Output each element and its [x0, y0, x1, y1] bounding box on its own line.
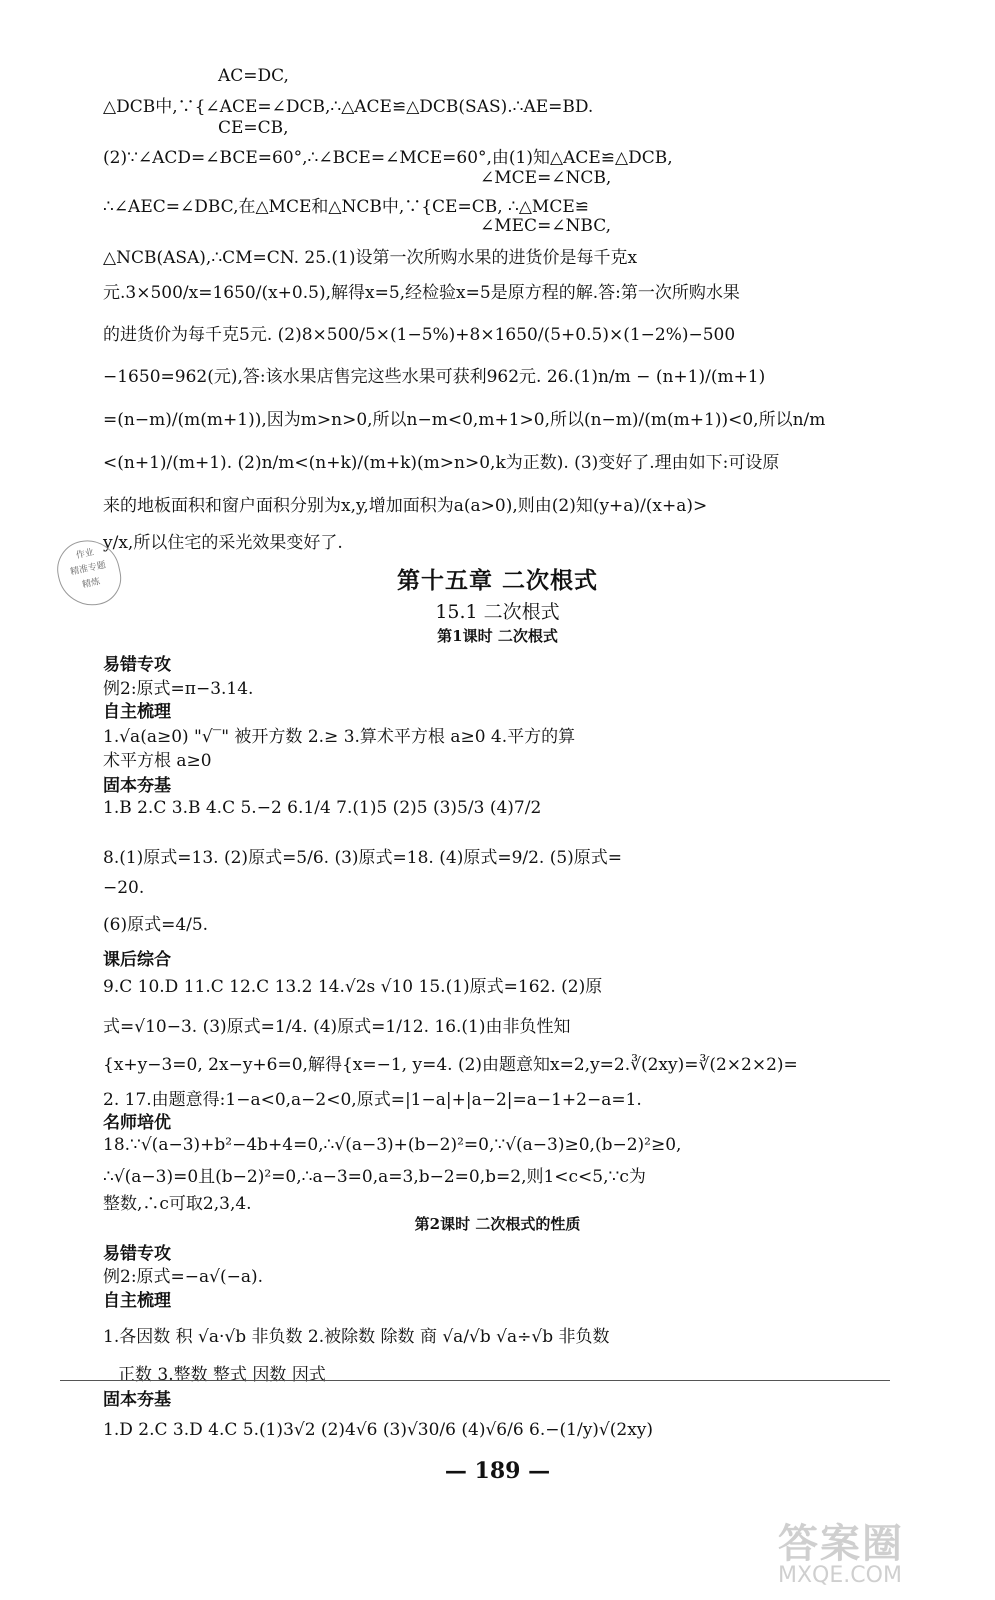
text-line: 整数,∴c可取2,3,4.: [103, 1194, 252, 1214]
text-line: 元.3×500/x=1650/(x+0.5),解得x=5,经检验x=5是原方程的解.答:第一次所购水果: [103, 283, 740, 303]
text-line: 1.D 2.C 3.D 4.C 5.(1)3√2 (2)4√6 (3)√30/6 (4)√6/6 6.−(1/y)√(2xy): [103, 1420, 654, 1440]
text-line: 例2:原式=−a√(−a).: [103, 1267, 264, 1287]
text-line: (2)∵∠ACD=∠BCE=60°,∴∠BCE=∠MCE=60°,由(1)知△ACE≌△DCB,: [103, 148, 673, 168]
text-line: 的进货价为每千克5元. (2)8×500/5×(1−5%)+8×1650/(5+0.5)×(1−2%)−500: [103, 325, 736, 345]
lesson-title: 第1课时 二次根式: [437, 627, 558, 645]
text-line: −20.: [103, 878, 145, 898]
section-heading: 易错专攻: [103, 655, 171, 675]
text-line: y/x,所以住宅的采光效果变好了.: [103, 533, 343, 553]
text-line: <(n+1)/(m+1). (2)n/m<(n+k)/(m+k)(m>n>0,k为正数). (3)变好了.理由如下:可设原: [103, 453, 780, 473]
text-line: 术平方根 a≥0: [103, 751, 212, 771]
text-line: 式=√10−3. (3)原式=1/4. (4)原式=1/12. 16.(1)由非负性知: [103, 1017, 571, 1037]
watermark-logo: 答案圈 MXQE.COM: [778, 1521, 904, 1588]
text-line: 18.∵√(a−3)+b²−4b+4=0,∴√(a−3)+(b−2)²=0,∵√(a−3)≥0,(b−2)²≥0,: [103, 1135, 682, 1155]
text-line: −1650=962(元),答:该水果店售完这些水果可获利962元. 26.(1)n/m − (n+1)/(m+1): [103, 367, 766, 387]
text-line: ∴∠AEC=∠DBC,在△MCE和△NCB中,∵{CE=CB, ∴△MCE≌: [103, 197, 589, 217]
text-line: 1.各因数 积 √a·√b 非负数 2.被除数 除数 商 √a/√b √a÷√b 非负数: [103, 1327, 610, 1347]
text-line: ∠MEC=∠NBC,: [480, 216, 612, 236]
text-line: ∠MCE=∠NCB,: [480, 168, 612, 188]
text-line: 正数 3.整数 整式 因数 因式: [118, 1365, 326, 1385]
text-line: 1.√a(a≥0) "√‾" 被开方数 2.≥ 3.算术平方根 a≥0 4.平方的算: [103, 727, 576, 747]
section-heading: 固本夯基: [103, 1390, 171, 1410]
text-line: 1.B 2.C 3.B 4.C 5.−2 6.1/4 7.(1)5 (2)5 (3)5/3 (4)7/2: [103, 798, 542, 818]
section-heading: 固本夯基: [103, 776, 171, 796]
text-line: {x+y−3=0, 2x−y+6=0,解得{x=−1, y=4. (2)由题意知x=2,y=2.∛(2xy)=∛(2×2×2)=: [103, 1055, 798, 1075]
handwritten-stamp: 作业 精准专题 精炼: [52, 534, 126, 611]
text-line: ∴√(a−3)=0且(b−2)²=0,∴a−3=0,a=3,b−2=0,b=2,则1<c<5,∵c为: [103, 1167, 646, 1187]
lesson-title: 第2课时 二次根式的性质: [414, 1215, 581, 1233]
text-line: AC=DC,: [218, 66, 289, 86]
section-heading: 课后综合: [103, 950, 171, 970]
section-heading: 易错专攻: [103, 1244, 171, 1264]
text-line: 例2:原式=π−3.14.: [103, 679, 254, 699]
page-rule: [60, 1380, 890, 1381]
text-line: 2. 17.由题意得:1−a<0,a−2<0,原式=|1−a|+|a−2|=a−1+2−a=1.: [103, 1090, 642, 1110]
section-heading: 名师培优: [103, 1113, 171, 1133]
section-heading: 自主梳理: [103, 702, 171, 722]
text-line: △NCB(ASA),∴CM=CN. 25.(1)设第一次所购水果的进货价是每千克x: [103, 248, 638, 268]
text-line: 来的地板面积和窗户面积分别为x,y,增加面积为a(a>0),则由(2)知(y+a)/(x+a)>: [103, 496, 708, 516]
text-line: 8.(1)原式=13. (2)原式=5/6. (3)原式=18. (4)原式=9/2. (5)原式=: [103, 848, 623, 868]
section-heading: 自主梳理: [103, 1291, 171, 1311]
page-number: — 189 —: [444, 1458, 551, 1484]
section-title: 15.1 二次根式: [435, 601, 560, 623]
chapter-title: 第十五章 二次根式: [396, 568, 598, 594]
text-line: 9.C 10.D 11.C 12.C 13.2 14.√2s √10 15.(1)原式=162. (2)原: [103, 977, 603, 997]
text-line: =(n−m)/(m(m+1)),因为m>n>0,所以n−m<0,m+1>0,所以(n−m)/(m(m+1))<0,所以n/m: [103, 410, 826, 430]
text-line: CE=CB,: [218, 118, 289, 138]
text-line: (6)原式=4/5.: [103, 915, 209, 935]
text-line: △DCB中,∵{∠ACE=∠DCB,∴△ACE≌△DCB(SAS).∴AE=BD.: [103, 97, 594, 117]
